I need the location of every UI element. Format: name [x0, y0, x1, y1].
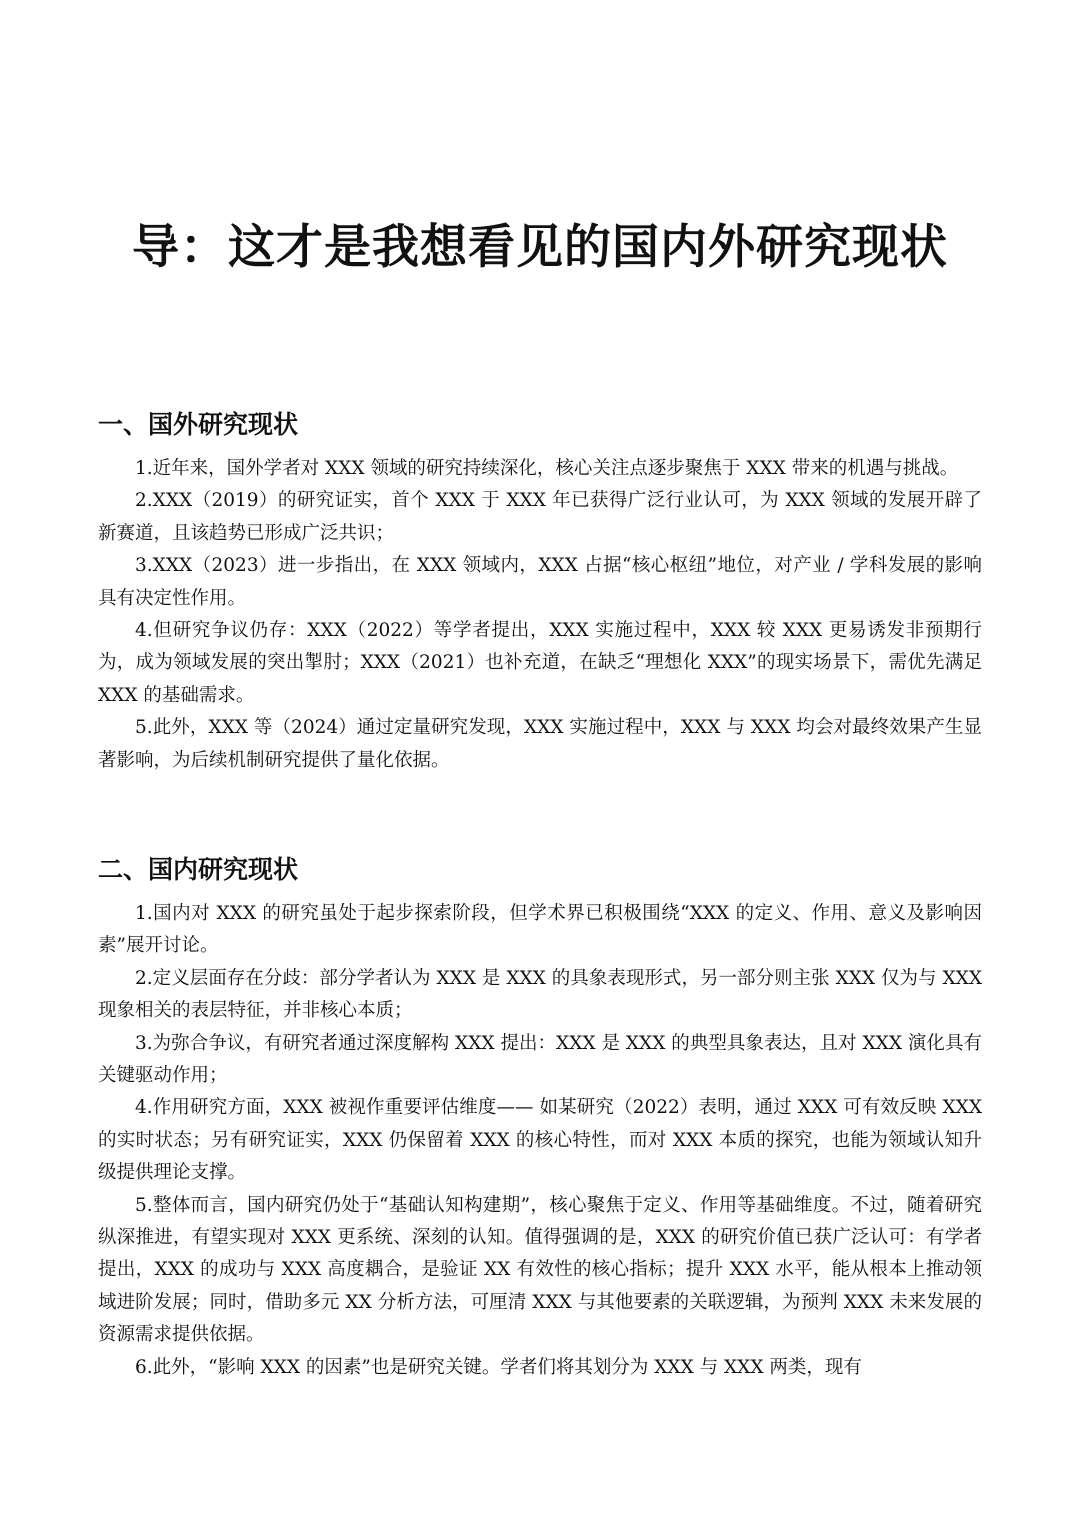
paragraph: 1.国内对 XXX 的研究虽处于起步探索阶段，但学术界已积极围绕“XXX 的定义、作用、意义及影响因素”展开讨论。 — [98, 903, 982, 957]
section-heading: 一、国外研究现状 — [98, 410, 299, 439]
section-heading: 二、国内研究现状 — [98, 855, 299, 884]
paragraph: 4.作用研究方面，XXX 被视作重要评估维度—— 如某研究（2022）表明，通过 XXX 可有效反映 XXX 的实时状态；另有研究证实，XXX 仍保留着 XXX 的核心特性，而对 XXX 本质的探究，也能为领域认知升级提供理论支撑。 — [98, 1097, 982, 1184]
paragraph: 3.XXX（2023）进一步指出，在 XXX 领域内，XXX 占据“核心枢纽”地位，对产业 / 学科发展的影响具有决定性作用。 — [98, 555, 982, 609]
paragraph: 5.整体而言，国内研究仍处于“基础认知构建期”，核心聚焦于定义、作用等基础维度。不过，随着研究纵深推进，有望实现对 XXX 更系统、深刻的认知。值得强调的是，XXX 的研究价值已获广泛认可：有学者提出，XXX 的成功与 XXX 高度耦合，是验证 XX 有效性的核心指标；提升 XXX 水平，能从根本上推动领域进阶发展；同时，借助多元 XX 分析方法，可厘清 XXX 与其他要素的关联逻辑，为预判 XXX 未来发展的资源需求提供依据。 — [98, 1194, 982, 1346]
paragraph: 2.XXX（2019）的研究证实，首个 XXX 于 XXX 年已获得广泛行业认可，为 XXX 领域的发展开辟了新赛道，且该趋势已形成广泛共识； — [98, 490, 982, 544]
paragraph: 4.但研究争议仍存：XXX（2022）等学者提出，XXX 实施过程中，XXX 较 XXX 更易诱发非预期行为，成为领域发展的突出掣肘；XXX（2021）也补充道，在缺乏“理想化 XXX”的现实场景下，需优先满足 XXX 的基础需求。 — [98, 620, 982, 706]
paragraph: 1.近年来，国外学者对 XXX 领域的研究持续深化，核心关注点逐步聚焦于 XXX 带来的机遇与挑战。 — [135, 458, 959, 479]
page-title: 导：这才是我想看见的国内外研究现状 — [132, 220, 948, 275]
paragraph: 6.此外，“影响 XXX 的因素”也是研究关键。学者们将其划分为 XXX 与 XXX 两类，现有 — [135, 1356, 862, 1378]
paragraph: 2.定义层面存在分歧：部分学者认为 XXX 是 XXX 的具象表现形式，另一部分则主张 XXX 仅为与 XXX 现象相关的表层特征，并非核心本质； — [98, 967, 982, 1022]
paragraph: 3.为弥合争议，有研究者通过深度解构 XXX 提出：XXX 是 XXX 的典型具象表达，且对 XXX 演化具有关键驱动作用； — [98, 1032, 982, 1087]
section-foreign-research — [98, 405, 982, 777]
section-domestic-research — [98, 850, 982, 1384]
paragraph: 5.此外，XXX 等（2024）通过定量研究发现，XXX 实施过程中，XXX 与 XXX 均会对最终效果产生显著影响，为后续机制研究提供了量化依据。 — [98, 717, 982, 771]
